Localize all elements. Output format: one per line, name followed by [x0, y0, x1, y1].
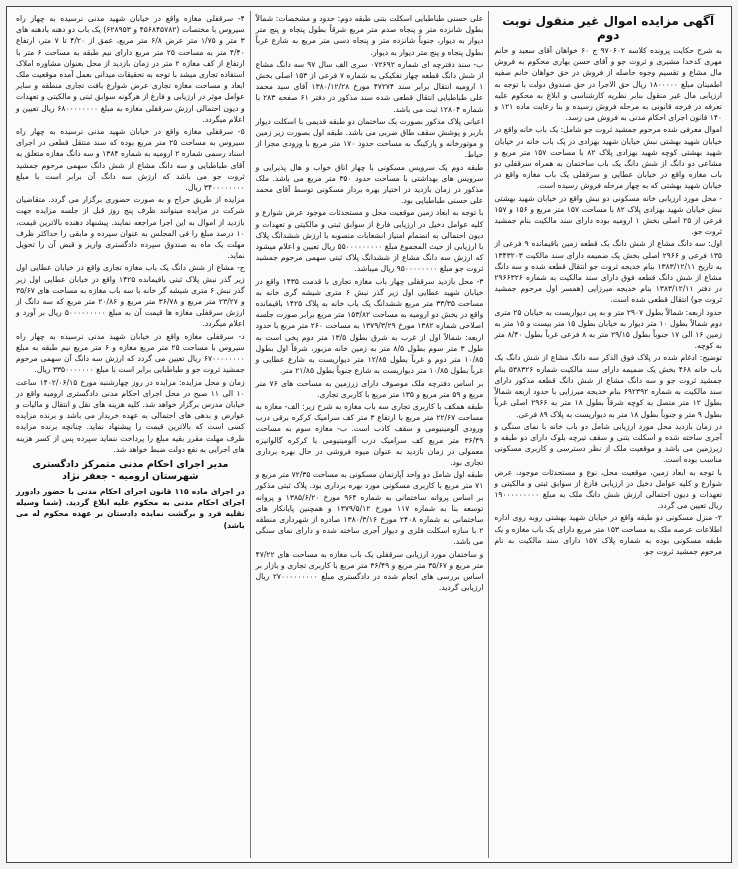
paragraph: بر اساس دفترچه ملک موصوف دارای زرزمین به مساحت های ۷۶ متر مربع و ۵۹ متر مربع و ۱۳۵ متر مربع با کاربری تجاری. [255, 378, 484, 399]
column-right [488, 11, 727, 858]
closing-note: در اجرای ماده ۱۱۵ قانون اجرای احکام مدنی با حضور دادورز اجرای احکام مدنی به محکوم علیه ابلاغ گردید. (شما وسیله نقلیه فرد و برگشت نمایده دادستان بر عهده محکوم له می باشد) [16, 486, 245, 530]
paragraph: توضیح: ادغام شده در پلاک فوق الذکر سه دانگ مشاع از شش دانگ یک باب خانه ۴۶۸ بخش یک ضمیمه دارای سند مالکیت شماره ۵۳۸۳۲۶ بنام جمشید ثروت جو و سه دانگ مشاع از شش دانگ قطعه مذکور دارای سند مالکیت به شماره ۶۹۲۳۹۲ بنام خدیجه میرزایی با حدود اربعه شمالاً بطول ۱۲ متر متصل به کوچه شرقاً بطول ۱۸ متر به ۲۹۶۶ اصلی غرباً بطول ۹ متر و جنوباً بطول ۱۸ متر به دیواریست به پلاک ۸۹ فرعی. [494, 353, 722, 419]
paragraph: ۴- سرقفلی مغازه واقع در خیابان شهید مدنی نرسیده به چهار راه سیروس با مختصات (۴۵۶۸۴۵۷۸۲ و ۶۲۸۹۵۳) یک باب دو دهنه بادهنه های ۳ متر و ۱/۷۵ متر عرض ۶/۸ متر مربع، عمق از ۴/۲۰ تا ۷ متر، ارتفاع ۴/۴۰ متر به مساحت ۲۵ متر مربع دارای نیم طبقه به مساحت ۶ متر با ارتفاع از کف مغازه ۲ متر در زمان بازدید از محل بعنوان مشاوره املاک استفاده تجاری میشد با توجه به تحقیقات میدانی بعمل آمده موقعیت ملک ابعاد و مساحت مغازه تجاری عرض شوارع بافت تجاری منطقه و سایر عوامل موثر در ارزیابی و فارغ از هرگونه سوابق ثبتی و مالکیتی و تعهدات و دیون احتمالی ارزش سرقفلی مغازه به مبلغ ۶۸۰۰۰۰۰۰۰۰ ریال تعیین و اعلام میگردد. [16, 14, 245, 124]
paragraph: در زمان بازدید محل مورد ارزیابی شامل دو باب خانه با نمای سنگی و آجری ساخته شده و اسکلت بتنی و سقف تیرچه بلوک دارای دو طبقه و زیرزمین می باشد و موقعیت ملک از نظر دسترسی و کاربری مسکونی مناسب بوده است. [494, 421, 722, 465]
column-left [11, 11, 250, 858]
paragraph: ج- مشاع از شش دانگ یک باب مغازه تجاری واقع در خیابان عطایی اول زیر گذر نبش پلاک ثبتی باقیمانده ۱۴۲۵ واقع در خیابان عطایی اول زیر گذر نبش ۶ متری شیشه گر خانه با سه باب مغازه به مساحت های ۳۵/۶۷ و ۲۳/۲۷ متر مربع و ۳۶/۷۸ متر مربع و ۲۰/۸۶ متر مربع که سه دانگ از ارزش سرقفلی مغازه ها قیمت آن به مبلغ ۵۰۰۰۰۰۰۰۰۰ ریال بر آورد و اعلام میگردد. [16, 263, 245, 329]
paragraph: مزایده از طریق حراج و به صورت حضوری برگزار می گردد. متقاضیان شرکت در مزایده میتوانند ظرف پنج روز قبل از جلسه مزایده جهت بازدید از اموال به این اجرا مراجعه نمایند. پیشنهاد دهنده بالاترین قیمت، ۱۰ درصد مبلغ را فی المجلس به عنوان سپرده و مابقی را حداکثر ظرف مهلت یک ماه به صندوق سپرده دادگستری واریز و قبض آن را تحویل نماید. [16, 195, 245, 261]
notice-title: آگهی مزایده اموال غیر منقول نوبت دوم [502, 14, 715, 42]
paragraph: اول: سه دانگ مشاع از شش دانگ یک قطعه زمین باقیمانده ۹ فرعی از ۱۳۵ فرعی و ۲۹۶۶ اصلی بخش یک ضمیمه دارای سند مالکیت ۱۳۴۳۲۰۳ به تاریخ ۱۳۸۳/۱۲/۱۱ بنام خدیجه ثروت جو انتقال قطعه شده و سه دانگ مشاع از شش دانگ قطعه فوق دارای سند مالکیت به شماره ۲۹۶۶۳۲۶ در دفتر ۱۳۸۳/۱۲/۱۱ بنام خدیجه میرزایی (همسر اول مرحوم جمشید ثروت جو) انتقال قطعی شده است. [494, 239, 722, 305]
paragraph: و ساختمان مورد ارزیابی سرقفلی یک باب مغازه به مساحت های ۴۷/۲۲ متر مربع و ۳۵/۶۷ متر مربع و ۳۶/۴۹ متر مربع با کاربری تجاری و بازار بر اساس بررسی های انجام شده در دادگستری مبلغ ۲۷۰۰۰۰۰۰۰۰۰ ریال ارزیابی گردید. [255, 549, 484, 593]
paragraph: طبقه همکف با کاربری تجاری سه باب مغازه به شرح زیر: الف- مغازه به مساحت ۲۲/۶۷ متر مربع با ارتفاع ۳ متر کف سرامیک کرکره برقی درب ورودی آلومینیومی و سقف کاذب است. ب- مغازه سوم به مساحت ۳۶/۴۹ متر مربع کف سرامیک درب آلومینیومی با کرکره گالوانیزه معمولی در زمان بازدید به عنوان میوه فروشی در حال بهره برداری تجاری بود. [255, 401, 484, 467]
paragraph: طبقه اول شامل دو واحد آپارتمان مسکونی به مساحت ۷۲/۳۵ متر مربع و ۷۱ متر مربع با کاربری مسکونی مورد بهره برداری بود. پلاک ثبتی مذکور بر اساس پروانه ساختمانی به شماره ۹۶۴ مورخ ۱۳۸۵/۶/۲۰ و پروانه توسعه بنا به شماره ۱۱۷ مورخ ۱۳۷۹/۵/۱۲ و همچنین پایانکار های ساختمانی به شماره ۲۴۰۸ مورخ ۱۳۸۰/۳/۱۶ صادره از شهرداری منطقه ۲ با سازه اسکلت فلزی و دیوار آجری ساخته شده و دارای نمای سنگی می باشد. [255, 470, 484, 547]
paragraph: با توجه به ابعاد زمین، موقعیت محل، نوع و مستحدثات موجود، عرض شوارع و کلیه عوامل دخیل در ارزیابی فارغ از سوابق ثبتی و مالکیتی و تعهدات و دیون احتمالی ارزش شش دانگ ملک به مبلغ ۱۹۰۰۰۰۰۰۰۰۰ ریال تعیین می گردد. [494, 467, 722, 511]
paragraph: با توجه به ابعاد زمین موقعیت محل و مستحدثات موجود عرض شوارع و کلیه عوامل دخیل در ارزیابی فارغ از سوابق ثبتی و مالکیتی و تعهدات و دیون احتمالی به انضمام امتیاز انشعابات منصوبه با ارزش ششدانگ پلاک با ارزیابی از حیث المجموع مبلغ ۵۵۰۰۰۰۰۰۰۰۰ ریال تعیین و اعلام میشود که ارزش سه دانگ مشاع از ششدانگ پلاک ثبتی سهمی مرحوم جمشید ثروت جو مبلغ ۹۵۰۰۰۰۰۰۰۰ ریال میباشد. [255, 208, 484, 274]
issuing-office: مدیر اجرای احکام مدنی متمرکز دادگستری شهرستان ارومیه - جعفر نژاد [32, 458, 229, 482]
paragraph: حدود اربعه: شمالاً بطول ۲۹۰۷ متر و به پی دیواریست به خیابان ۲۵ متری دوم شمالاً بطول ۱۰ متر دیوار به خیابان بطول ۱۵ متر بیست و ۱۵ متر به زمین ۱۶ الی ۱۷ جنوباً بطول ۲۹/۱۵ متر به ۸ فرعی غرباً بطول ۸/۴۰ متر به کوچه. [494, 307, 722, 351]
paragraph: ۲- منزل مسکونی دو طبقه واقع در خیابان شهید بهشتی روبه روی اداره اطلاعات عرصه ملک به مساحت ۱۵۳ متر مربع دارای یک باب مغازه و یک طبقه مسکونی بوده به شماره پلاک ۱۵۷ دارای سند مالکیت به نام مرحوم جمشید ثروت جو. [494, 513, 722, 556]
paragraph: اعیانی پلاک مذکور بصورت یک ساختمان دو طبقه قدیمی با اسکلت دیوار باربر و پوشش سقف طاق ضربی می باشد. طبقه اول بصورت زیر زمین و موتورخانه و پارکینگ به مساحت حدود ۱۷۰ متر مربع با ورودی مجزا از حیاط. [255, 116, 484, 160]
paragraph: علی حسنی طباطبایی اسکلت بتنی طبقه دوم: حدود و مشخصات: شمالاً بطول شانزده متر و پنجاه صدم متر مربع شرقاً بطول پنجاه و پنج متر دیوار به دیوار، جنوباً شانزده متر و پنجاه دسی متر مربع به شارع غرباً بطول پنجاه و پنج متر دیوار به دیوار. [255, 14, 484, 57]
paragraph: به شرح حکایت پرونده کلاسه ۹۷۰۶۰۲ ج ۶۰ خواهان آقای سعید و خانم مهری کدخدا مشیری و ثروت جو و آقای حسن بهاری محکوم به فروش مال مشاع و تقسیم وجوه حاصله از فروش در حق خواهان خانم صفیه اطمینان مبلغ ۱۸۰۰۰۰۰ ریال حق الاجرا در حق صندوق دولت با توجه به ارزیابی مال غیر منقول بنابر نظریه کارشناسی و ابلاغ به محکوم علیه تعرفه در فرجه قانونی به مرحله فروش رسیده و بنا رعایت ماده ۱۲۱ و ۱۴۰ قانون اجرای احکام مدنی به فروش می رسد. [494, 46, 723, 123]
newspaper-notice [6, 6, 732, 863]
paragraph: - محل مورد ارزیابی خانه مسکونی دو نبش واقع در خیابان شهید بهشتی نبش خیابان شهید بهزادی پلاک ۸۲ با مساحت ۱۵۷ متر مربع و ۱۵۶ و ۱۵۷ فرعی از ۲۵ اصلی بخش ۱ ارومیه بوده دارای سند مالکیت بنام جمشید ثروت جو. [494, 193, 723, 237]
paragraph: زمان و محل مزایده: مزایده در روز چهارشنبه مورخ ۱۴۰۲/۰۶/۱۵ ساعت ۱۰ الی ۱۱ صبح در محل اجرای احکام مدنی دادگستری ارومیه واقع در خیابان مدرس برگزار خواهد شد. کلیه هزینه های نقل و انتقال و مالیات و عوارض و بدهی های احتمالی به عهده خریدار می باشد و برنده مزایده کسی است که بالاترین قیمت را پیشنهاد نماید. چنانچه برنده مزایده ظرف مهلت مقرر بقیه مبلغ را پرداخت ننماید سپرده پس از کسر هزینه های اجرایی به نفع دولت ضبط خواهد شد. [16, 377, 245, 454]
paragraph: ۳- محل بازدید سرقفلی چهار باب مغازه تجاری با قدمت ۱۴۳۵ واقع در خیابان شهید عطایی اول زیر گذر نبش ۶ متری شیشه گری خانه به مساحت ۳۳/۳۵ متر مربع ششدانگ یک باب خانه به پلاک ۱۴۲۵ باقیمانده واقع در بخش دو ارومیه به مساحت ۱۵۳/۸۲ متر مربع برابر صورت جلسه اصلاحی شماره ۱۳۸۲ مورخ ۱۳۷۹/۳/۲۹ به مساحت ۲۶۰ متر مربع با حدود اربعه: شمالاً اول از غرب به شرق بطول ۱۳/۵ متر دوم پخی است به طول ۳ متر سوم بطول ۸/۵ متر به زمین خانه مزبور، شرقاً اول بطول ۱۰/۸۵ متر دوم و غرباً بطول ۱۲/۸۵ متر دیواریست به شارع عطایی و غرباً بطول ۱۰/۸۵ متر دیواریست به شارع جنوباً بطول ۲۱/۸۵ متر. [255, 276, 484, 376]
paragraph: طبقه دوم یک سرویس مسکونی با چهار اتاق خواب و هال پذیرایی و سرویس های بهداشتی با مساحت حدود ۳۵۰ متر مربع می باشد. ملک مذکور در زمان بازدید در اختیار بهره بردار مسکونی توسط آقای محمد علی حسنی طباطبایی بود. [255, 162, 484, 206]
column-middle [250, 11, 489, 858]
notice-columns [11, 11, 727, 858]
paragraph: د- سرقفلی مغازه واقع در خیابان شهید مدنی نرسیده به چهار راه سیروس با مساحت ۲۵ متر مربع مغازه و ۶ متر مربع نیم طبقه به مبلغ ۶۷۰۰۰۰۰۰۰۰ ریال تعیین می گردد که ارزش سه دانگ آن سهمی مرحوم جمشید ثروت جو و طباطبایی برابر است با مبلغ ۳۳۵۰۰۰۰۰۰۰ ریال. [16, 331, 245, 375]
paragraph: ۵- سرقفلی مغازه واقع در خیابان شهید مدنی نرسیده به چهار راه سیروس به مساحت ۲۵ متر مربع بوده که سند منتقل قطعی در اجرای اسناد رسمی شماره ۲ ارومیه به شماره ۱۳۸۴ و سه دانگ مغازه متعلق به آقای طباطبایی و سه دانگ مشاع از شش دانگ سهمی مرحوم جمشید ثروت جو می باشد که ارزش سه دانگ آن برابر است با مبلغ ۳۴۰۰۰۰۰۰۰۰ ریال. [16, 127, 245, 193]
paragraph: ب- سند دفترچه ای شماره ۰۷۲۶۹۲ سری الف سال ۹۷ سه دانگ مشاع از شش دانگ قطعه چهار تفکیکی به شماره ۷ فرعی از ۱۵۳ اصلی بخش ۱ ارومیه انتقال برابر سند ۴۷۲۷۴ مورخ ۱۳۸۰/۱۲/۲۸ آقای سید محمد علی طباطبایی انتقال قطعی شده سند مذکور در دفتر ۶۱ صفحه ۲۸۳ با شماره ۱۲۸۰۴ ثبت می باشد. [255, 59, 484, 114]
paragraph: اموال معرفی شده مرحوم جمشید ثروت جو شامل: یک باب خانه واقع در خیابان شهید بهشتی نبش خیابان شهید بهزادی در یک باب خانه در خیابان شهید بهشتی کوچه شهید بهزادی پلاک ۸۲ با مساحت ۱۵۷ متر مربع و مشاعی دو دانگ از شش دانگ یک باب ساختمان به همراه سرقفلی دو باب مغازه واقع در خیابان عطایی و سرقفلی یک باب مغازه واقع در خیابان شهید بهشتی که به چهار مرحله فروش رسیده است. [494, 125, 722, 191]
